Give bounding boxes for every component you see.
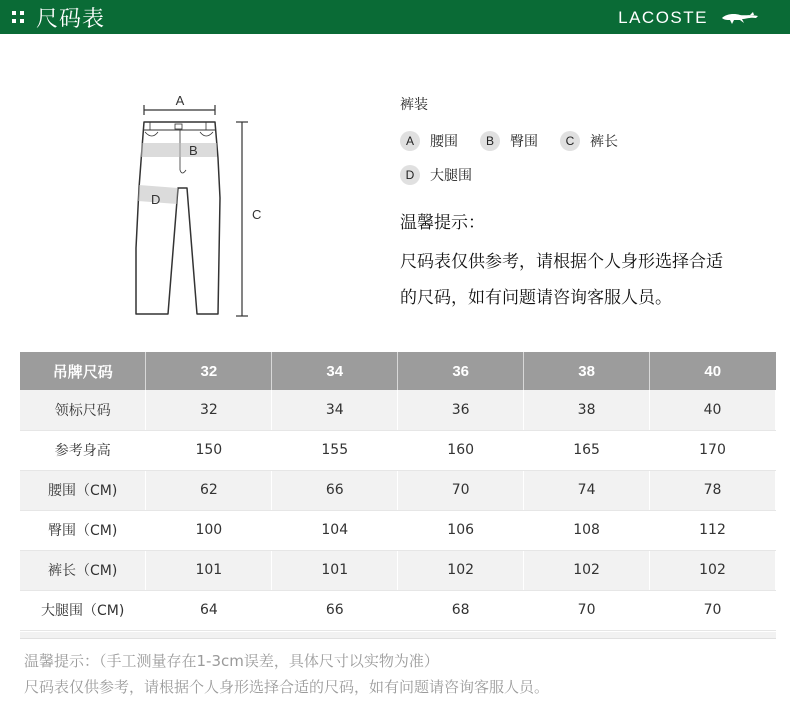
size-table [20, 352, 776, 631]
table-cell: 74 [524, 470, 650, 510]
table-cell: 106 [398, 510, 524, 550]
table-cell: 160 [398, 430, 524, 470]
legend-key-b: B [480, 131, 500, 151]
table-header-cell: 吊牌尺码 [20, 352, 146, 390]
legend-key-a: A [400, 131, 420, 151]
header-bar [0, 0, 790, 34]
table-cell: 165 [524, 430, 650, 470]
table-cell: 38 [524, 390, 650, 430]
brand-logo-text: LACOSTE [618, 8, 708, 27]
table-cell: 70 [650, 590, 776, 630]
table-cell: 101 [272, 550, 398, 590]
page-title: 尺码表 [36, 6, 106, 32]
table-cell: 34 [272, 390, 398, 430]
legend-item-waist [400, 131, 458, 151]
table-header-cell: 38 [524, 352, 650, 390]
pants-diagram [120, 88, 280, 324]
legend-label-thigh: 大腿围 [430, 168, 472, 184]
tips-line-2: 的尺码，如有问题请咨询客服人员。 [400, 288, 672, 308]
table-cell: 102 [524, 550, 650, 590]
table-cell: 102 [398, 550, 524, 590]
table-cutoff-row [20, 632, 776, 639]
legend-row-1 [400, 130, 640, 152]
legend-item-hip [480, 131, 538, 151]
diagram-label-d: D [151, 192, 161, 207]
table-cell: 112 [650, 510, 776, 550]
crocodile-logo-icon [720, 7, 760, 27]
table-cell: 70 [398, 470, 524, 510]
legend-label-length: 裤长 [590, 134, 618, 150]
table-cell: 腰围（CM) [20, 470, 146, 510]
diagram-label-b: B [189, 143, 198, 158]
footer-line-2: 尺码表仅供参考，请根据个人身形选择合适的尺码，如有问题请咨询客服人员。 [24, 678, 550, 696]
footer-notes [24, 648, 549, 700]
legend-label-waist: 腰围 [430, 134, 458, 150]
table-cell: 大腿围（CM) [20, 590, 146, 630]
table-header-cell: 40 [650, 352, 776, 390]
table-cell: 臀围（CM) [20, 510, 146, 550]
measurement-legend [400, 94, 640, 198]
legend-label-hip: 臀围 [510, 134, 538, 150]
table-cell: 36 [398, 390, 524, 430]
table-cell: 70 [524, 590, 650, 630]
table-row [20, 470, 776, 510]
legend-category: 裤装 [400, 97, 428, 113]
table-header-cell: 32 [146, 352, 272, 390]
legend-key-c: C [560, 131, 580, 151]
grid-dots-icon [12, 11, 24, 23]
table-cell: 32 [146, 390, 272, 430]
diagram-label-a: A [175, 93, 185, 108]
table-row [20, 510, 776, 550]
table-cell: 64 [146, 590, 272, 630]
table-cell: 108 [524, 510, 650, 550]
table-cell: 66 [272, 590, 398, 630]
table-cell: 78 [650, 470, 776, 510]
legend-item-length [560, 131, 618, 151]
diagram-label-c: C [252, 207, 262, 222]
legend-key-d: D [400, 165, 420, 185]
table-row [20, 550, 776, 590]
tips-title: 温馨提示： [400, 213, 485, 233]
table-cell: 102 [650, 550, 776, 590]
table-row [20, 430, 776, 470]
table-row [20, 590, 776, 630]
legend-row-2 [400, 164, 640, 186]
table-cell: 领标尺码 [20, 390, 146, 430]
table-header-cell: 36 [398, 352, 524, 390]
footer-line-1: 温馨提示：（手工测量存在1-3cm误差，具体尺寸以实物为准） [24, 652, 439, 670]
table-cell: 40 [650, 390, 776, 430]
tips-line-1: 尺码表仅供参考，请根据个人身形选择合适 [400, 252, 723, 272]
table-cell: 150 [146, 430, 272, 470]
table-cell: 101 [146, 550, 272, 590]
table-cell: 68 [398, 590, 524, 630]
legend-item-thigh [400, 165, 472, 185]
table-row [20, 390, 776, 430]
table-header-cell: 34 [272, 352, 398, 390]
table-cell: 104 [272, 510, 398, 550]
table-cell: 170 [650, 430, 776, 470]
table-cell: 100 [146, 510, 272, 550]
table-cell: 裤长（CM) [20, 550, 146, 590]
tips-box [400, 210, 780, 316]
table-cell: 66 [272, 470, 398, 510]
table-cell: 参考身高 [20, 430, 146, 470]
table-cell: 62 [146, 470, 272, 510]
table-cell: 155 [272, 430, 398, 470]
table-header-row [20, 352, 776, 390]
